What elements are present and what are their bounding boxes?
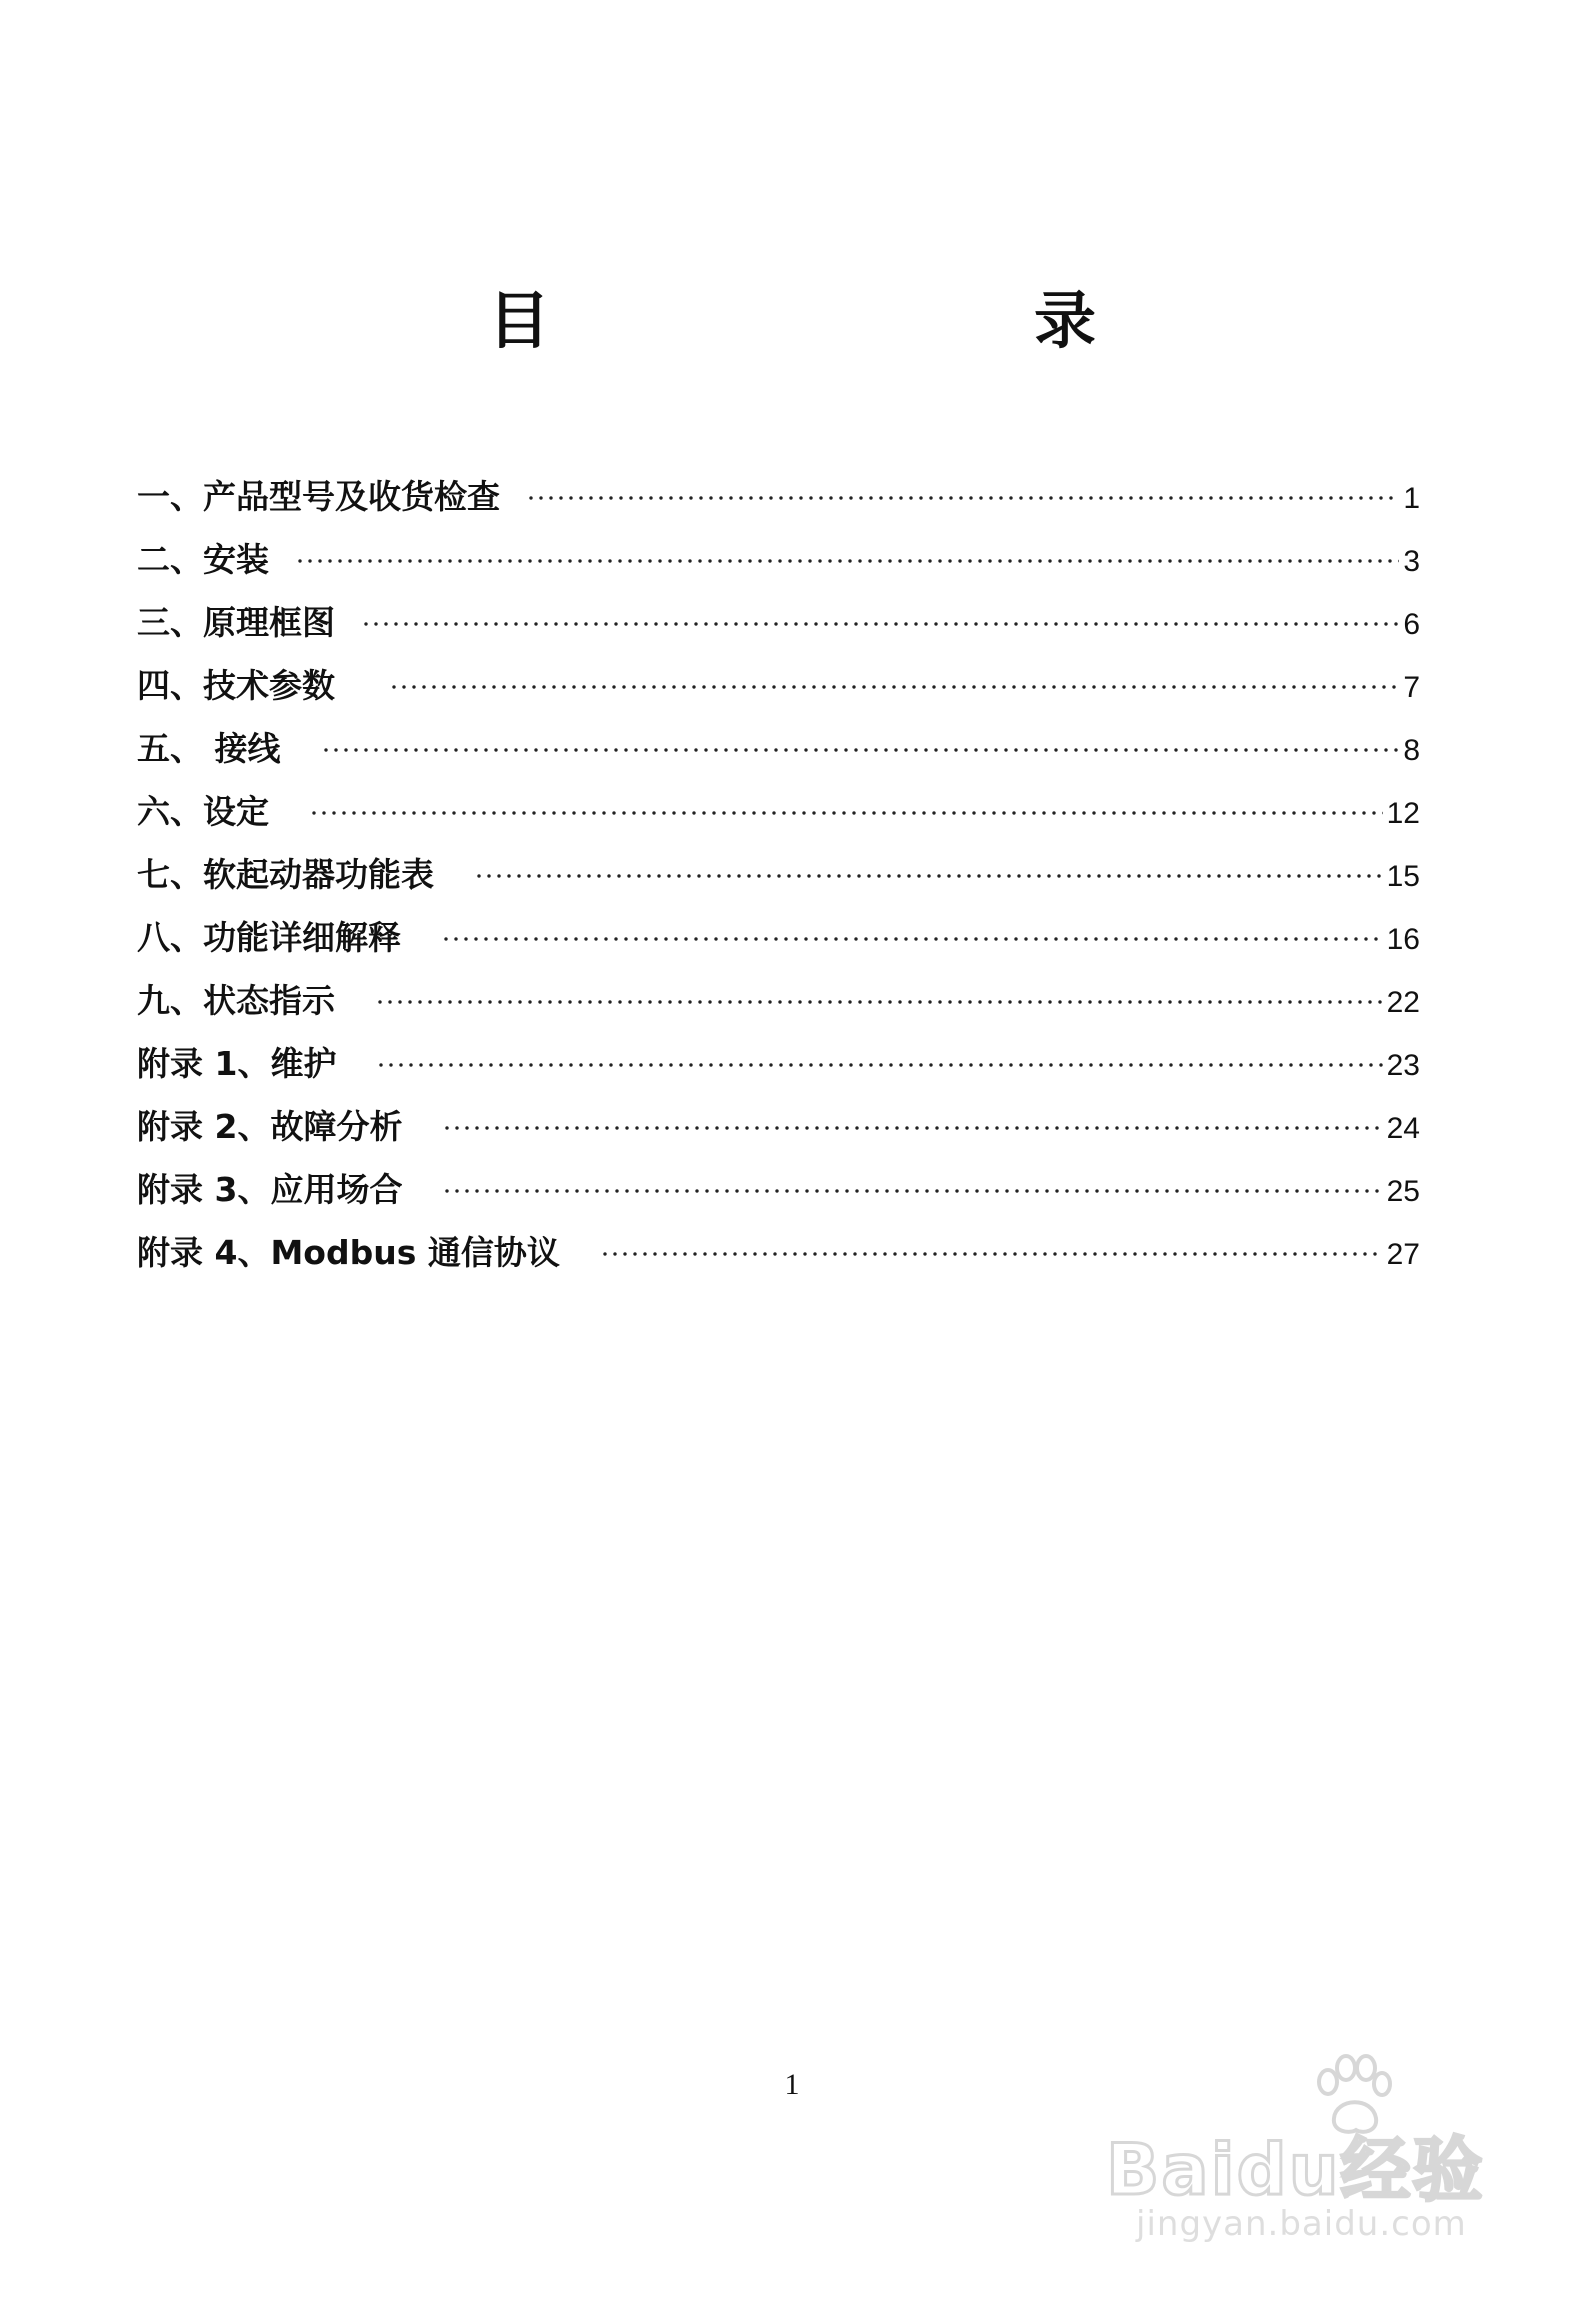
- toc-entry-page: 23: [1386, 1049, 1420, 1082]
- table-of-contents: [137, 465, 1420, 1284]
- dot-leader: [321, 748, 1400, 752]
- toc-entry-page: 6: [1403, 608, 1420, 641]
- toc-entry-page: 25: [1386, 1175, 1420, 1208]
- dot-leader: [309, 811, 1383, 815]
- baidu-jingyan-watermark: [1106, 2052, 1526, 2252]
- watermark-url: jingyan.baidu.com: [1136, 2204, 1467, 2244]
- toc-entry[interactable]: [137, 465, 1420, 528]
- toc-entry-label: 六、设定: [137, 792, 269, 831]
- toc-entry[interactable]: [137, 969, 1420, 1032]
- toc-entry[interactable]: [137, 717, 1420, 780]
- dot-leader: [295, 559, 1399, 563]
- toc-entry-page: 8: [1403, 734, 1420, 767]
- toc-entry[interactable]: [137, 906, 1420, 969]
- toc-entry[interactable]: [137, 654, 1420, 717]
- dot-leader: [442, 1189, 1382, 1193]
- dot-leader: [600, 1252, 1383, 1256]
- toc-entry-label: 三、原理框图: [137, 603, 335, 642]
- toc-entry-label: 附录 3、应用场合: [137, 1170, 403, 1209]
- toc-entry-label: 附录 2、故障分析: [137, 1107, 403, 1146]
- toc-entry-page: 22: [1386, 986, 1420, 1019]
- toc-entry-page: 27: [1386, 1238, 1420, 1271]
- dot-leader: [389, 685, 1399, 689]
- toc-entry[interactable]: [137, 1158, 1420, 1221]
- toc-entry-page: 3: [1403, 545, 1420, 578]
- toc-entry[interactable]: [137, 1032, 1420, 1095]
- toc-entry[interactable]: [137, 780, 1420, 843]
- toc-entry-label: 五、 接线: [137, 729, 281, 768]
- toc-entry-label: 附录 1、维护: [137, 1044, 337, 1083]
- toc-entry-page: 7: [1403, 671, 1420, 704]
- toc-entry[interactable]: [137, 1095, 1420, 1158]
- toc-entry-page: 15: [1386, 860, 1420, 893]
- toc-entry-label: 一、产品型号及收货检查: [137, 477, 500, 516]
- toc-entry-label: 九、状态指示: [137, 981, 335, 1020]
- dot-leader: [361, 622, 1399, 626]
- toc-entry-label: 二、安装: [137, 540, 269, 579]
- toc-entry[interactable]: [137, 528, 1420, 591]
- toc-entry[interactable]: [137, 1221, 1420, 1284]
- toc-entry-label: 附录 4、Modbus 通信协议: [137, 1233, 560, 1272]
- dot-leader: [474, 874, 1383, 878]
- page-number: 1: [784, 2068, 800, 2101]
- toc-entry-page: 16: [1386, 923, 1420, 956]
- dot-leader: [442, 1126, 1382, 1130]
- dot-leader: [375, 1000, 1383, 1004]
- toc-entry-label: 八、功能详细解释: [137, 918, 401, 957]
- page-title: 目 录: [487, 284, 1216, 357]
- toc-entry-page: 12: [1386, 797, 1420, 830]
- dot-leader: [441, 937, 1383, 941]
- toc-entry-page: 1: [1403, 482, 1420, 515]
- toc-entry-page: 24: [1386, 1112, 1420, 1145]
- dot-leader: [376, 1063, 1382, 1067]
- toc-entry[interactable]: [137, 843, 1420, 906]
- dot-leader: [526, 496, 1399, 500]
- watermark-brand: Baidu经验: [1106, 2129, 1485, 2211]
- toc-entry-label: 七、软起动器功能表: [137, 855, 434, 894]
- toc-entry-label: 四、技术参数: [137, 666, 335, 705]
- toc-entry[interactable]: [137, 591, 1420, 654]
